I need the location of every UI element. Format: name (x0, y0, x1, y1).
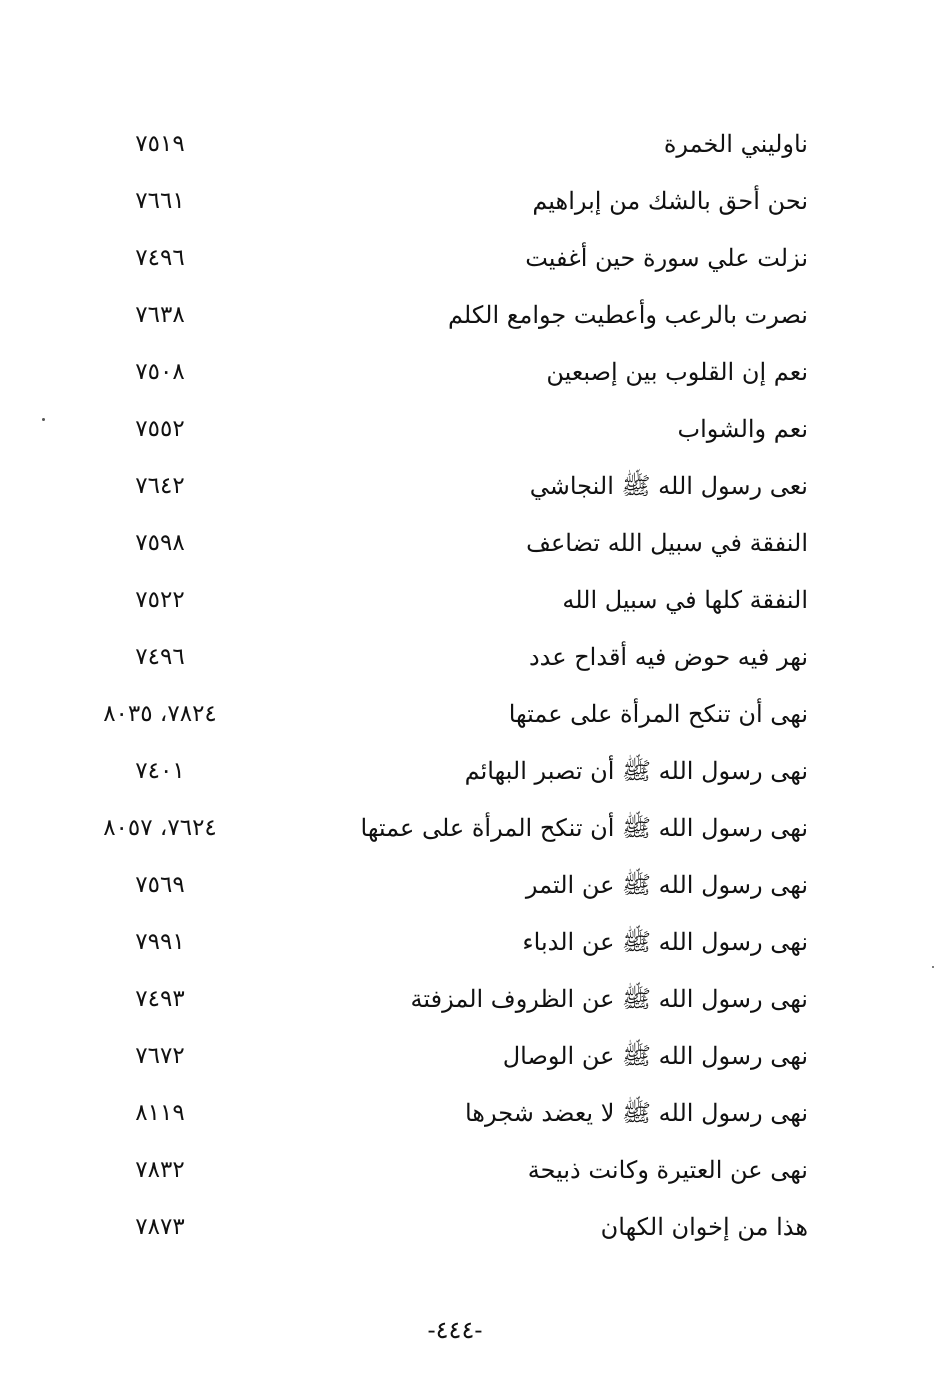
index-row (60, 916, 820, 973)
entry-reference-numbers: ٧٥٥٢ (135, 416, 185, 442)
index-row (60, 403, 820, 460)
index-row (60, 973, 820, 1030)
entry-text: هذا من إخوان الكهان (600, 1213, 808, 1241)
entry-text: نهى رسول الله ﷺ أن تنكح المرأة على عمتها (360, 814, 808, 842)
entry-reference-numbers: ٧٤٩٦ (135, 245, 185, 271)
index-row (60, 859, 820, 916)
entry-text: نعم والشواب (677, 415, 808, 443)
index-row (60, 346, 820, 403)
entry-reference-numbers: ٧٨٣٢ (135, 1157, 185, 1183)
entry-reference-numbers: ٧٩٩١ (135, 929, 185, 955)
entry-reference-numbers: ٧٥٩٨ (135, 530, 185, 556)
entry-reference-numbers: ٧٨٧٣ (135, 1214, 185, 1240)
index-row (60, 175, 820, 232)
entry-reference-numbers: ٧٥٠٨ (135, 359, 185, 385)
entry-reference-numbers: ٧٥٢٢ (135, 587, 185, 613)
hadith-index-list (60, 118, 820, 1258)
entry-text: نهى رسول الله ﷺ عن الدباء (522, 928, 808, 956)
entry-reference-numbers: ٧٦٢٤، ٨٠٥٧ (103, 815, 217, 841)
entry-text: نهر فيه حوض فيه أقداح عدد (528, 643, 808, 671)
index-row (60, 118, 820, 175)
entry-reference-numbers: ٧٥٦٩ (135, 872, 185, 898)
entry-text: نهى رسول الله ﷺ عن الوصال (502, 1042, 808, 1070)
index-row (60, 517, 820, 574)
index-row (60, 745, 820, 802)
entry-text: ناوليني الخمرة (663, 130, 808, 158)
entry-text: نهى رسول الله ﷺ عن التمر (525, 871, 808, 899)
index-row (60, 289, 820, 346)
index-row (60, 1030, 820, 1087)
index-row (60, 631, 820, 688)
entry-reference-numbers: ٧٤٩٣ (135, 986, 185, 1012)
entry-text: نهى عن العتيرة وكانت ذبيحة (527, 1156, 808, 1184)
entry-reference-numbers: ٧٨٢٤، ٨٠٣٥ (103, 701, 217, 727)
entry-text: النفقة كلها في سبيل الله (562, 586, 808, 614)
index-row (60, 460, 820, 517)
entry-reference-numbers: ٧٤٩٦ (135, 644, 185, 670)
index-row (60, 802, 820, 859)
entry-reference-numbers: ٧٤٠١ (135, 758, 185, 784)
page-number: -٤٤٤- (427, 1316, 483, 1344)
entry-text: نهى رسول الله ﷺ عن الظروف المزفتة (410, 985, 808, 1013)
entry-reference-numbers: ٧٦٣٨ (135, 302, 185, 328)
entry-text: نحن أحق بالشك من إبراهيم (532, 187, 808, 215)
index-row (60, 688, 820, 745)
entry-text: نعى رسول الله ﷺ النجاشي (529, 472, 808, 500)
entry-text: نهى رسول الله ﷺ لا يعضد شجرها (464, 1099, 808, 1127)
entry-text: نعم إن القلوب بين إصبعين (546, 358, 808, 386)
entry-text: نهى أن تنكح المرأة على عمتها (508, 700, 808, 728)
entry-reference-numbers: ٨١١٩ (135, 1100, 185, 1126)
entry-text: نصرت بالرعب وأعطيت جوامع الكلم (447, 301, 808, 329)
entry-text: نزلت علي سورة حين أغفيت (525, 244, 808, 272)
index-row (60, 1144, 820, 1201)
entry-text: نهى رسول الله ﷺ أن تصبر البهائم (464, 757, 808, 785)
entry-reference-numbers: ٧٦٧٢ (135, 1043, 185, 1069)
index-row (60, 574, 820, 631)
scan-speck (932, 966, 934, 968)
entry-reference-numbers: ٧٦٤٢ (135, 473, 185, 499)
entry-reference-numbers: ٧٥١٩ (135, 131, 185, 157)
entry-reference-numbers: ٧٦٦١ (135, 188, 185, 214)
index-row (60, 1201, 820, 1258)
index-row (60, 232, 820, 289)
index-row (60, 1087, 820, 1144)
entry-text: النفقة في سبيل الله تضاعف (526, 529, 808, 557)
scan-speck (42, 418, 45, 421)
